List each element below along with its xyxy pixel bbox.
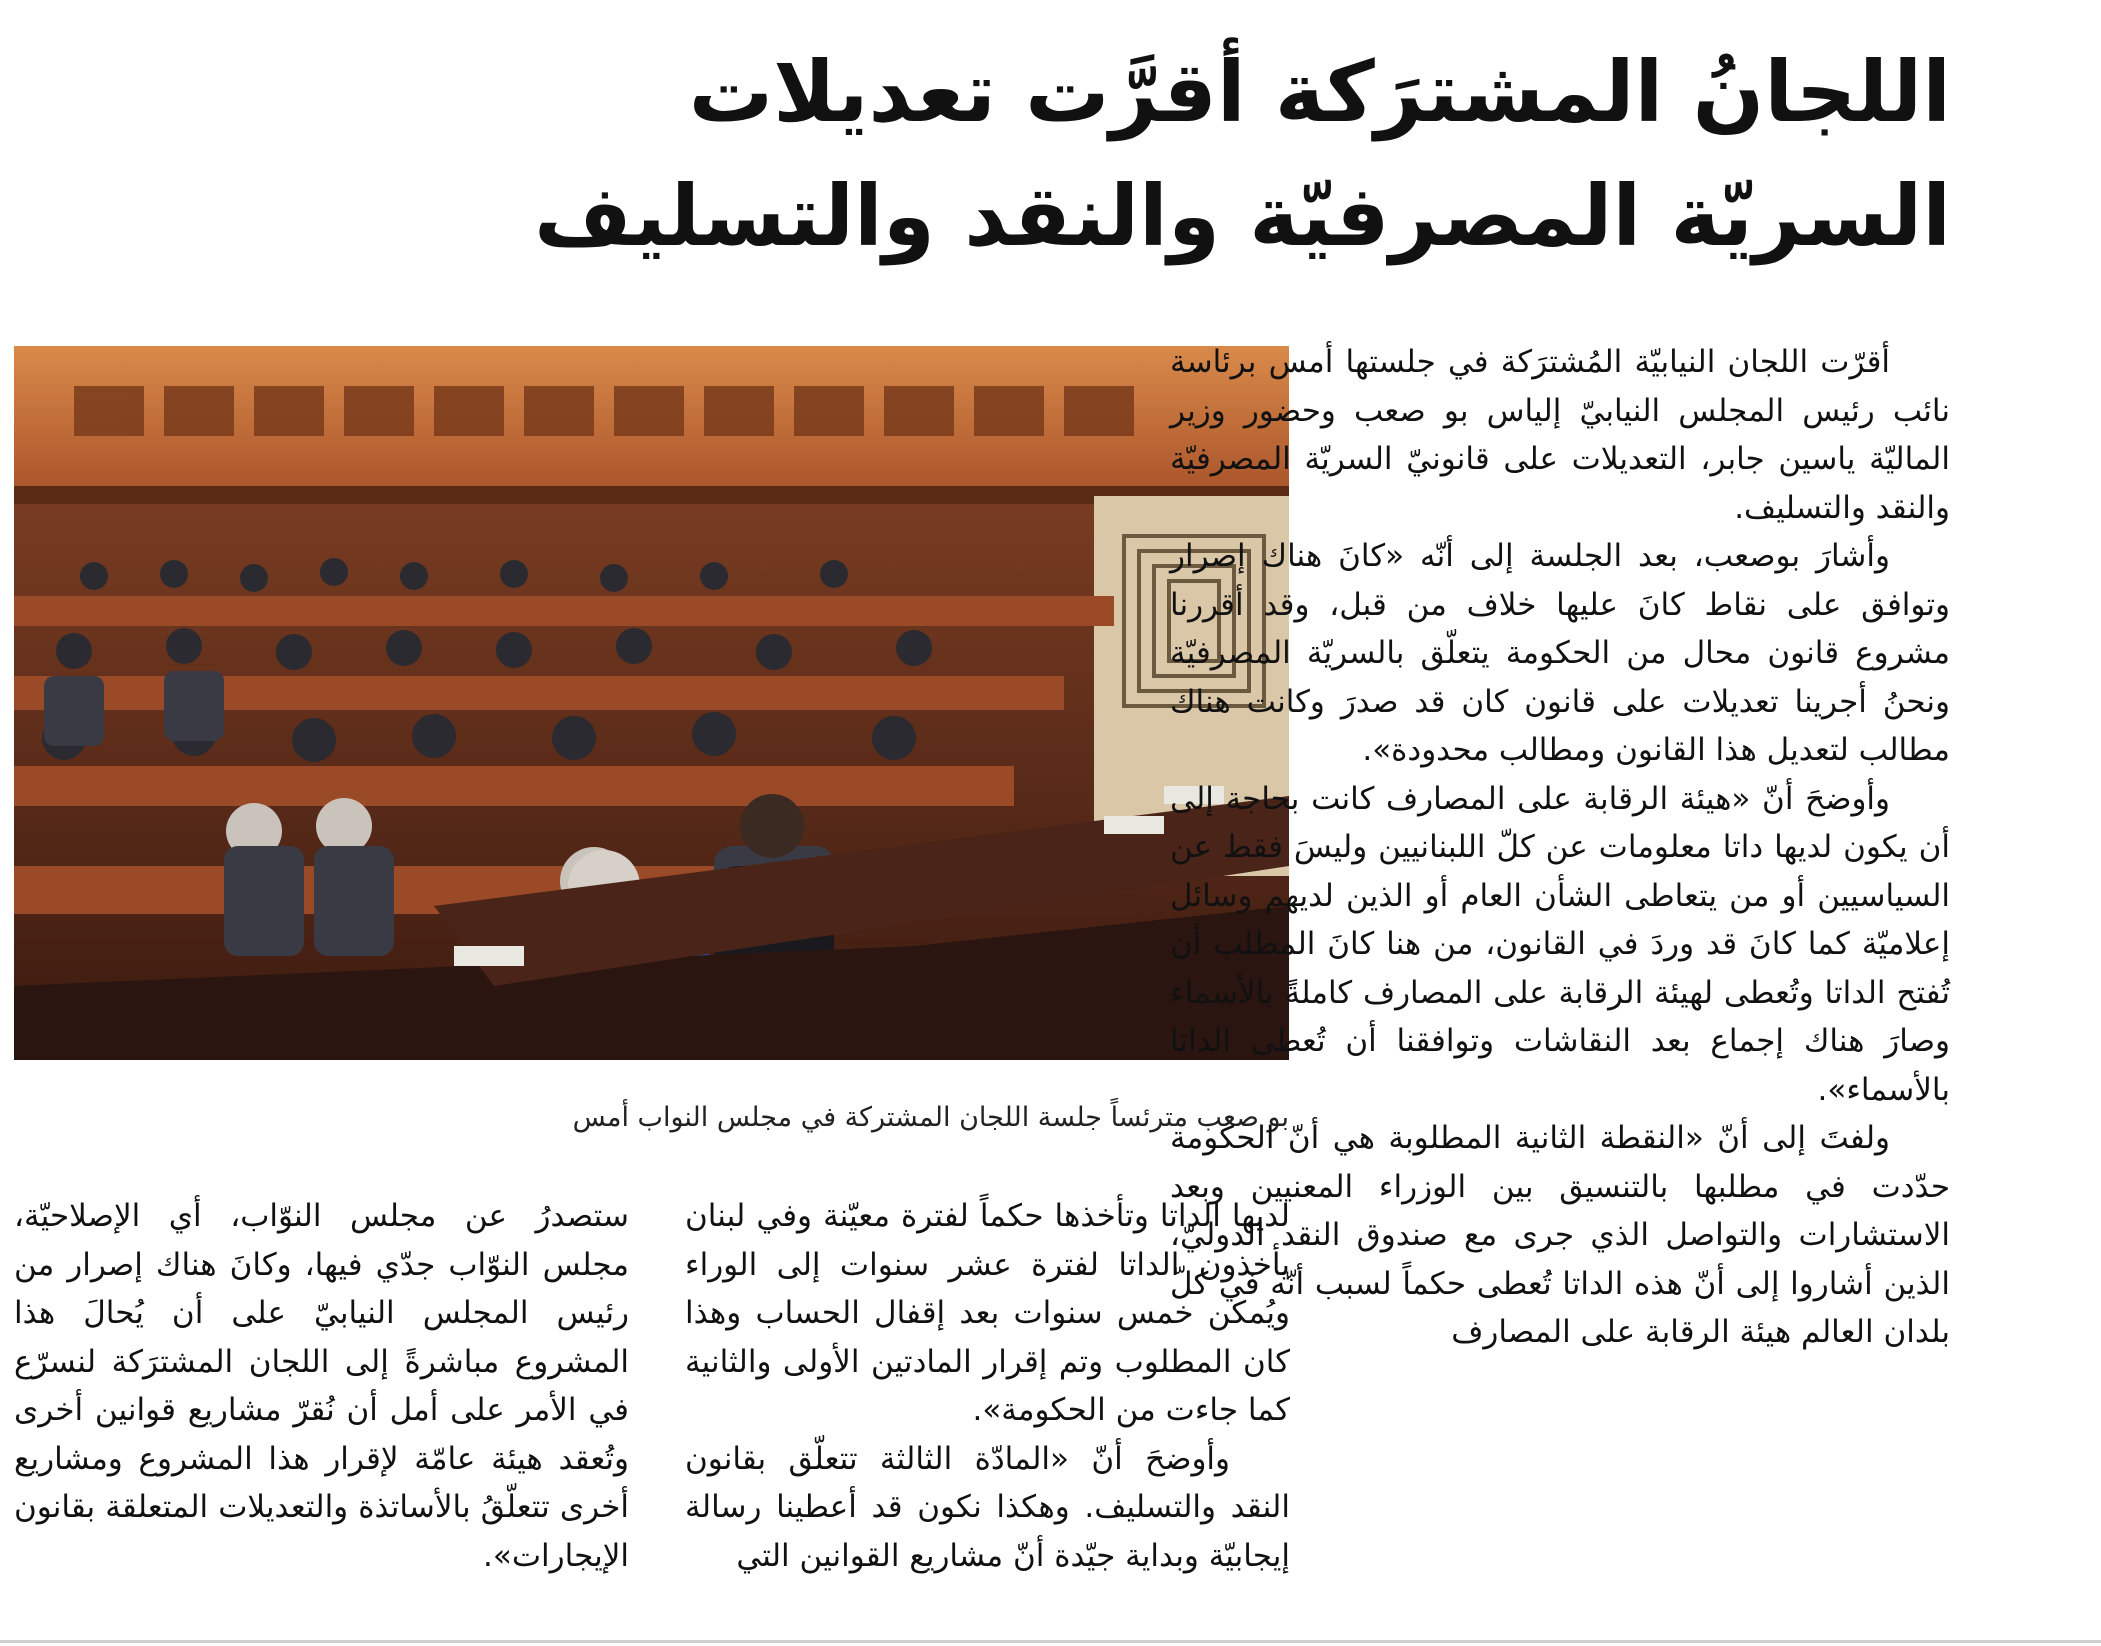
article-column-3 xyxy=(14,1192,629,1580)
paragraph: وأوضحَ أنّ «المادّة الثالثة تتعلّق بقانون النقد والتسليف. وهكذا نكون قد أعطينا رسالة إيجابيّة وبداية جيّدة أنّ مشاريع القوانين التي xyxy=(685,1440,1290,1574)
headline-line-1: اللجانُ المشترَكة أقرَّت تعديلات xyxy=(688,43,1951,141)
headline-line-2: السريّة المصرفيّة والنقد والتسليف xyxy=(534,167,1951,265)
paragraph: أقرّت اللجان النيابيّة المُشترَكة في جلستها أمس برئاسة نائب رئيس المجلس النيابيّ إلياس بو صعب وحضور وزير الماليّة ياسين جابر، التعديلات على قانونيّ السريّة المصرفيّة والنقد والتسليف. xyxy=(1170,344,1950,526)
paragraph: لديها الداتا وتأخذها حكماً لفترة معيّنة وفي لبنان يأخذون الداتا لفترة عشر سنوات إلى الوراء ويُمكن خمس سنوات بعد إقفال الحساب وهذا كان المطلوب وتم إقرار المادتين الأولى والثانية كما جاءت من الحكومة». xyxy=(685,1198,1290,1428)
paragraph: وأوضحَ أنّ «هيئة الرقابة على المصارف كانت بحاجة إلى أن يكون لديها داتا معلومات عن كلّ اللبنانيين وليسَ فقط عن السياسيين أو من يتعاطى الشأن العام أو الذين لديهم وسائل إعلاميّة كما كانَ قد وردَ في القانون، من هنا كانَ المطلب أن تُفتح الداتا وتُعطى لهيئة الرقابة على المصارف كاملةً بالأسماء وصارَ هناك إجماع بعد النقاشات وتوافقنا أن تُعطى الداتا بالأسماء». xyxy=(1170,780,1950,1108)
paragraph: ولفتَ إلى أنّ «النقطة الثانية المطلوبة هي أنّ الحكومة حدّدت في مطلبها بالتنسيق بين الوزراء المعنيين وبعد الاستشارات والتواصل الذي جرى مع صندوق النقد الدوليّ، الذين أشاروا إلى أنّ هذه الداتا تُعطى حكماً لسبب أنّه في كلّ بلدان العالم هيئة الرقابة على المصارف xyxy=(1170,1120,1950,1350)
parliament-session-photo xyxy=(14,346,1289,1060)
photo-caption: بو صعب مترئساً جلسة اللجان المشتركة في مجلس النواب أمس xyxy=(572,1102,1289,1133)
headline xyxy=(501,30,1951,278)
paragraph: ستصدرُ عن مجلس النوّاب، أي الإصلاحيّة، مجلس النوّاب جدّي فيها، وكانَ هناك إصرار من رئيس المجلس النيابيّ على أن يُحالَ هذا المشروع مباشرةً إلى اللجان المشترَكة لنسرّع في الأمر على أمل أن نُقرّ مشاريع قوانين أخرى وتُعقد هيئة عامّة لإقرار هذا المشروع ومشاريع أخرى تتعلّقُ بالأساتذة والتعديلات المتعلقة بقانون الإيجارات». xyxy=(14,1198,629,1574)
paragraph: وأشارَ بوصعب، بعد الجلسة إلى أنّه «كانَ هناك إصرار وتوافق على نقاط كانَ عليها خلاف من قبل، وقد أقررنا مشروع قانون محال من الحكومة يتعلّق بالسريّة المصرفيّة ونحنُ أجرينا تعديلات على قانون كان قد صدرَ وكانت هناك مطالب لتعديل هذا القانون ومطالب محدودة». xyxy=(1170,538,1950,768)
article-column-2 xyxy=(685,1192,1290,1580)
page-divider xyxy=(0,1640,2101,1643)
